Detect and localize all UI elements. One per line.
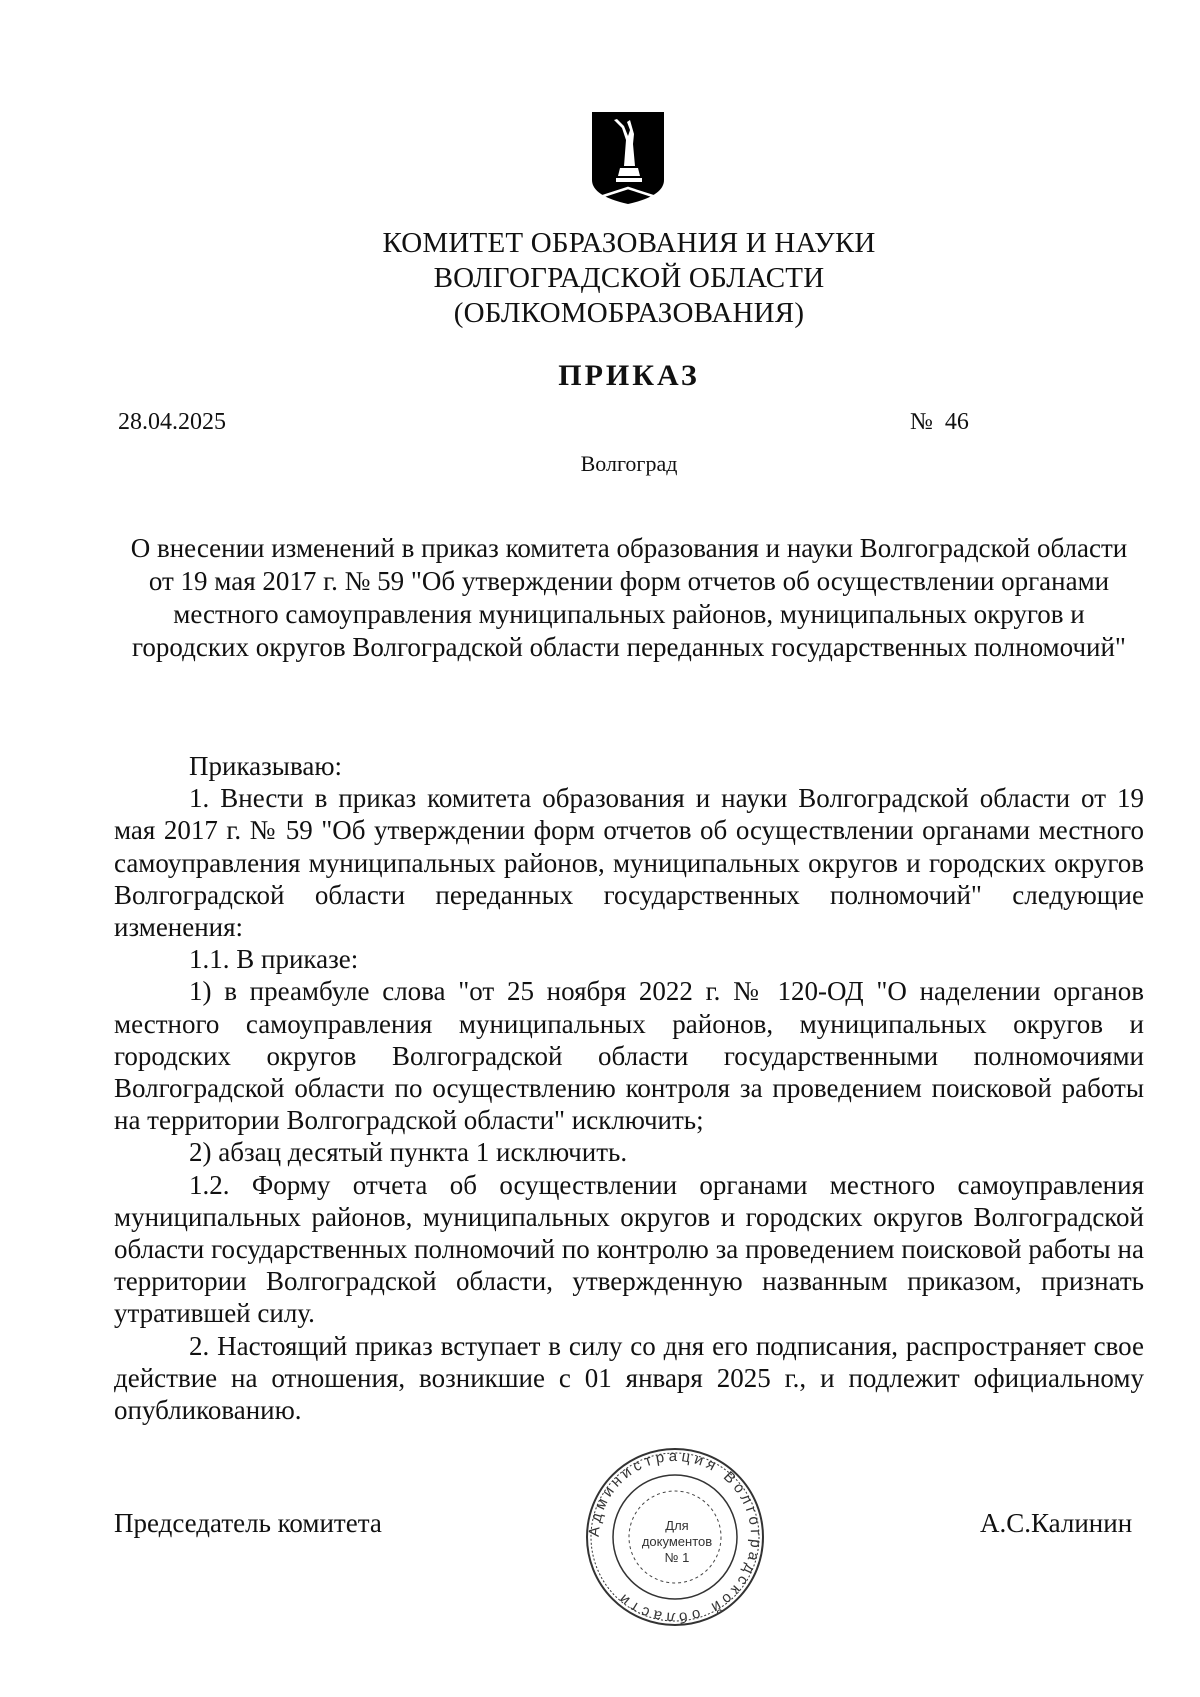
org-name-line2: ВОЛГОГРАДСКОЙ ОБЛАСТИ	[433, 262, 825, 294]
body-paragraph: 1) в преамбуле слова "от 25 ноября 2022 г. № 120-ОД "О наделении органов местного самоуправления муниципальных районов, муниципальных округов и городских округов Волгоградской области государственными полномочиями Волгоградской области по осуществлению контроля за проведением поисковой работы на территории Волгоградской области" исключить;	[114, 976, 1144, 1136]
body-paragraph: 2. Настоящий приказ вступает в силу со дня его подписания, распространяет свое действие на отношения, возникшие с 01 января 2025 г., и подлежит официальному опубликованию.	[114, 1330, 1144, 1426]
doc-city: Волгоград	[580, 451, 678, 476]
stamp-outer-text: Администрация Волгоградской области	[585, 1447, 765, 1627]
doc-number: № 46	[910, 409, 969, 435]
stamp-center-line1: Для	[665, 1518, 689, 1533]
body-paragraph: 1.2. Форму отчета об осуществлении органами местного самоуправления муниципальных районов, муниципальных округов и городских округов Волгоградской области государственных полномочий по контролю за проведением поисковой работы на территории Волгоградской области, утвержденную названным приказом, признать утратившей силу.	[114, 1169, 1144, 1329]
volgograd-coat-of-arms-icon	[590, 110, 666, 206]
body-paragraph: 1. Внести в приказ комитета образования и науки Волгоградской области от 19 мая 2017 г. № 59 "Об утверждении форм отчетов об осуществлении органами местного самоуправления муниципальных районов, муниципальных округов и городских округов Волгоградской области переданных государственных полномочий" следующие изменения:	[114, 783, 1144, 943]
doc-date: 28.04.2025	[118, 409, 226, 435]
doc-subject: О внесении изменений в приказ комитета образования и науки Волгоградской области от 19 мая 2017 г. № 59 "Об утверждении форм отчетов об осуществлении органами местного самоуправления муниципальных районов, муниципальных округов и городских округов Волгоградской области переданных государственных полномочий"	[130, 533, 1128, 662]
signatory-position: Председатель комитета	[114, 1508, 382, 1538]
official-stamp-icon	[584, 1446, 766, 1628]
stamp-center-line3: № 1	[664, 1550, 690, 1565]
doc-type-title: ПРИКАЗ	[558, 359, 700, 392]
org-name-line3: (ОБЛКОМОБРАЗОВАНИЯ)	[453, 297, 805, 329]
stamp-center-line2: документов	[641, 1534, 713, 1549]
doc-body	[114, 750, 1144, 1426]
body-paragraph: 2) абзац десятый пункта 1 исключить.	[189, 1137, 628, 1168]
body-paragraph: 1.1. В приказе:	[189, 944, 359, 975]
signatory-name: А.С.Калинин	[980, 1508, 1133, 1538]
org-name-line1: КОМИТЕТ ОБРАЗОВАНИЯ И НАУКИ	[382, 227, 876, 259]
body-paragraph: Приказываю:	[189, 751, 342, 781]
